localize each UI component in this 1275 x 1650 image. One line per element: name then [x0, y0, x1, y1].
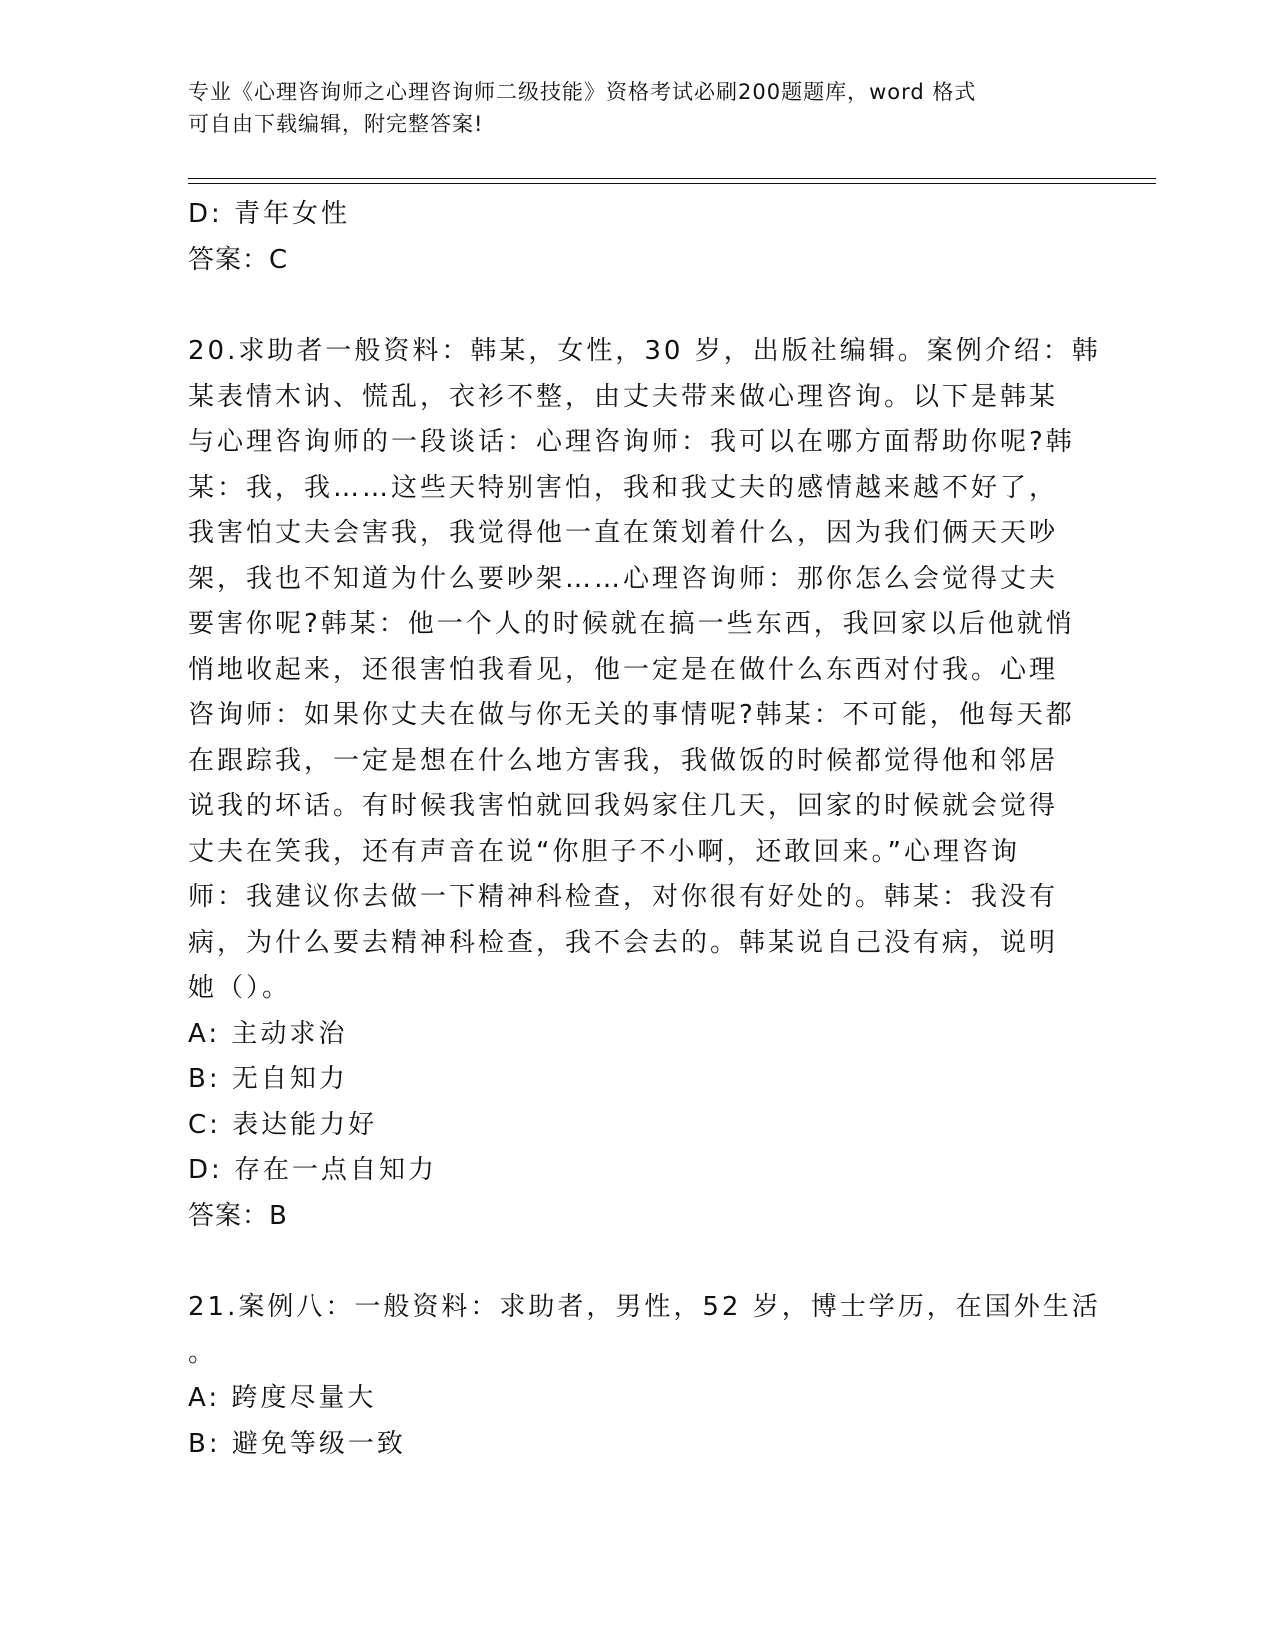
- question-text-line: 她（）。: [188, 973, 292, 1003]
- spacer: [188, 283, 1088, 329]
- question-text-line: 某：我，我……这些天特别害怕，我和我丈夫的感情越来越不好了，: [188, 472, 1059, 503]
- question-text-line: 要害你呢?韩某：他一个人的时候就在搞一些东西，我回家以后他就悄: [188, 609, 1075, 639]
- question-text-line: 师：我建议你去做一下精神科检查，对你很有好处的。韩某：我没有: [188, 882, 1059, 912]
- question-19-tail: [188, 192, 1088, 283]
- question-text-line: 悄地收起来，还很害怕我看见，他一定是在做什么东西对付我。心理: [188, 654, 1059, 685]
- question-text-line: 病，为什么要去精神科检查，我不会去的。韩某说自己没有病，说明: [188, 927, 1059, 958]
- header-line-2: 可自由下载编辑，附完整答案!: [188, 112, 484, 136]
- question-text-line: 咨询师：如果你丈夫在做与你无关的事情呢?韩某：不可能，他每天都: [188, 700, 1075, 730]
- option-a: A: 主动求治: [188, 1018, 348, 1049]
- option-b: B: 避免等级一致: [188, 1428, 406, 1459]
- question-20: [188, 329, 1101, 1239]
- answer-line: 答案：B: [188, 1200, 288, 1231]
- document-body: [188, 192, 1101, 1467]
- option-d: D: 存在一点自知力: [188, 1155, 438, 1185]
- document-header: [188, 76, 1088, 140]
- header-line-1: 专业《心理咨询师之心理咨询师二级技能》资格考试必刷200题题库，word 格式: [188, 80, 977, 104]
- option-a: A: 跨度尽量大: [188, 1383, 377, 1413]
- question-text-line: 丈夫在笑我，还有声音在说“你胆子不小啊，还敢回来。”心理咨询: [188, 836, 1020, 867]
- question-21: [188, 1285, 1101, 1467]
- question-text-line: 。: [188, 1337, 218, 1368]
- question-text-line: 架，我也不知道为什么要吵架……心理咨询师：那你怎么会觉得丈夫: [188, 563, 1059, 594]
- option-d: D: 青年女性: [188, 199, 351, 229]
- option-c: C: 表达能力好: [188, 1109, 378, 1140]
- question-text-line: 与心理咨询师的一段谈话：心理咨询师：我可以在哪方面帮助你呢?韩: [188, 427, 1075, 457]
- question-text-line: 20.求助者一般资料：韩某，女性，30 岁，出版社编辑。案例介绍：韩: [188, 336, 1101, 366]
- question-text-line: 我害怕丈夫会害我，我觉得他一直在策划着什么，因为我们俩天天吵: [188, 518, 1059, 548]
- question-text-line: 某表情木讷、慌乱，衣衫不整，由丈夫带来做心理咨询。以下是韩某: [188, 381, 1059, 412]
- question-text-line: 21.案例八：一般资料：求助者，男性，52 岁，博士学历，在国外生活: [188, 1292, 1101, 1322]
- option-b: B: 无自知力: [188, 1064, 348, 1094]
- answer-line: 答案：C: [188, 244, 289, 275]
- question-text-line: 说我的坏话。有时候我害怕就回我妈家住几天，回家的时候就会觉得: [188, 791, 1059, 821]
- spacer: [188, 1239, 1088, 1285]
- question-text-line: 在跟踪我，一定是想在什么地方害我，我做饭的时候都觉得他和邻居: [188, 745, 1059, 776]
- header-double-rule: [188, 178, 1156, 184]
